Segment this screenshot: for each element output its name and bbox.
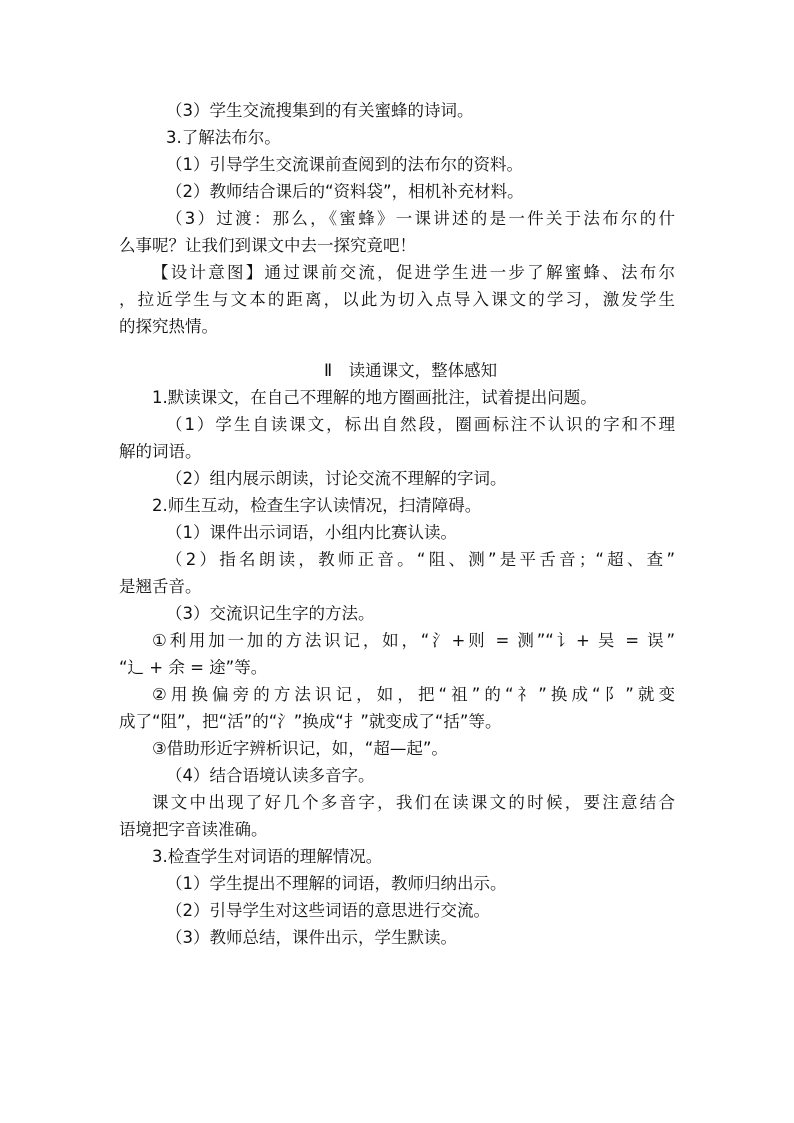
paragraph-line: （2）引导学生对这些词语的意思进行交流。	[166, 901, 490, 920]
section-item: 3.了解法布尔。	[166, 128, 281, 147]
paragraph-line: （3）教师总结，课件出示，学生默读。	[166, 928, 457, 947]
section-item: 2.师生互动，检查生字认读情况，扫清障碍。	[152, 496, 482, 515]
paragraph-line: （1）课件出示词语，小组内比赛认读。	[166, 523, 457, 542]
section-item: 3.检查学生对词语的理解情况。	[152, 847, 383, 866]
design-intent-line: ，拉近学生与文本的距离，以此为切入点导入课文的学习，激发学生	[119, 290, 675, 309]
paragraph-line: （1）学生提出不理解的词语，教师归纳出示。	[166, 874, 507, 893]
method-line: ②用换偏旁的方法识记，如，把“祖”的“礻”换成“阝”就变	[152, 685, 675, 704]
design-intent-line: 【设计意图】通过课前交流，促进学生进一步了解蜜蜂、法布尔	[152, 263, 675, 282]
paragraph-line: （2）教师结合课后的“资料袋”，相机补充材料。	[166, 182, 524, 201]
paragraph-line: （1）学生自读课文，标出自然段，圈画标注不认识的字和不理	[166, 415, 675, 434]
method-line: “辶 + 余 = 途”等。	[119, 658, 268, 677]
paragraph-line: 是翘舌音。	[119, 577, 202, 596]
paragraph-line: （2）组内展示朗读，讨论交流不理解的字词。	[166, 469, 507, 488]
method-line: ③借助形近字辨析识记，如，“超—起”。	[152, 739, 448, 758]
section-heading: Ⅱ 读通课文，整体感知	[324, 361, 498, 380]
paragraph-line: （3）学生交流搜集到的有关蜜蜂的诗词。	[166, 101, 474, 120]
paragraph-line: 解的词语。	[119, 442, 202, 461]
section-item: 1.默读课文，在自己不理解的地方圈画批注，试着提出问题。	[152, 388, 597, 407]
paragraph-line: （4）结合语境认读多音字。	[166, 766, 375, 785]
design-intent-line: 的探究热情。	[119, 317, 218, 336]
document-body	[119, 97, 675, 951]
paragraph-line: （2）指名朗读，教师正音。“阻、测”是平舌音；“超、查”	[166, 550, 675, 569]
paragraph-line: （1）引导学生交流课前查阅到的法布尔的资料。	[166, 155, 523, 174]
paragraph-line: （3）过渡：那么，《蜜蜂》一课讲述的是一件关于法布尔的什	[166, 209, 675, 228]
paragraph-line: 课文中出现了好几个多音字，我们在读课文的时候，要注意结合	[152, 793, 675, 812]
paragraph-line: （3）交流识记生字的方法。	[166, 604, 375, 623]
method-line: ①利用加一加的方法识记，如，“氵+则 = 测”“讠+ 吴 = 误”	[152, 631, 675, 650]
paragraph-line: 语境把字音读准确。	[119, 820, 268, 839]
paragraph-line: 么事呢？让我们到课文中去一探究竟吧！	[119, 236, 416, 255]
method-line: 成了“阻”，把“活”的“氵”换成“扌”就变成了“括”等。	[119, 712, 502, 731]
